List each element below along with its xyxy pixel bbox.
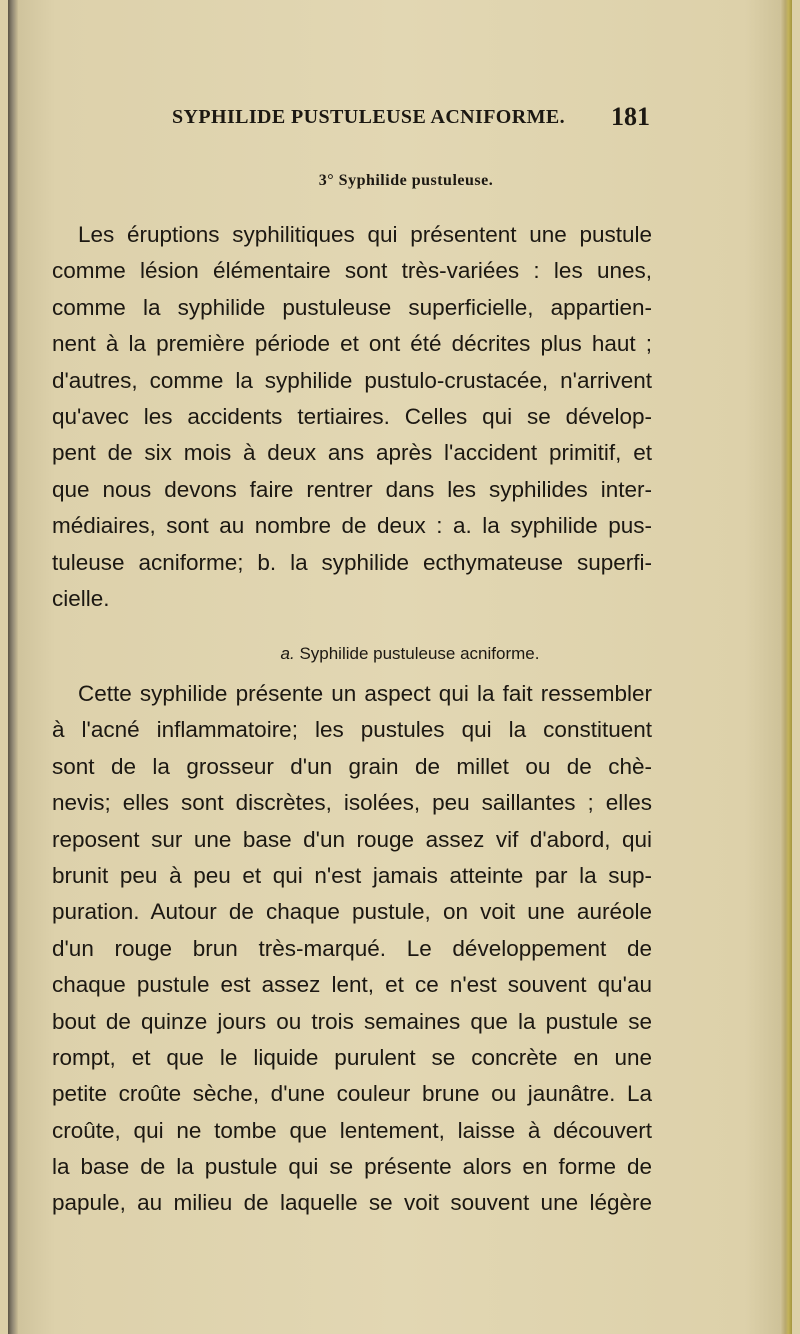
text-line: la base de la pustule qui se présente alors en forme de xyxy=(52,1154,652,1180)
sub-heading-letter: a. xyxy=(280,644,295,663)
text-line: petite croûte sèche, d'une couleur brune ou jaunâtre. La xyxy=(52,1081,652,1107)
text-line: brunit peu à peu et qui n'est jamais atteinte par la sup- xyxy=(52,862,652,888)
text-line: comme la syphilide pustuleuse superficielle, appartien- xyxy=(52,294,652,320)
text-line: d'autres, comme la syphilide pustulo-crustacée, n'arrivent xyxy=(52,367,652,393)
text-line: rompt, et que le liquide purulent se concrète en une xyxy=(52,1044,652,1070)
text-line: Les éruptions syphilitiques qui présentent une pustule xyxy=(78,222,652,247)
text-line: croûte, qui ne tombe que lentement, laisse à découvert xyxy=(52,1117,652,1143)
text-line: qu'avec les accidents tertiaires. Celles qui se dévelop- xyxy=(52,403,652,429)
paragraph-1 xyxy=(52,217,652,617)
text-line: chaque pustule est assez lent, et ce n'est souvent qu'au xyxy=(52,972,652,998)
text-line: nevis; elles sont discrètes, isolées, peu saillantes ; elles xyxy=(52,790,652,816)
text-line: tuleuse acniforme; b. la syphilide ecthymateuse superfi- xyxy=(52,549,652,575)
text-line: médiaires, sont au nombre de deux : a. la syphilide pus- xyxy=(52,513,652,539)
running-head xyxy=(172,102,650,132)
text-line: nent à la première période et ont été décrites plus haut ; xyxy=(52,331,652,357)
text-line: cielle. xyxy=(52,585,110,611)
section-heading: 3° Syphilide pustuleuse. xyxy=(318,172,494,189)
text-line: Cette syphilide présente un aspect qui la fait ressembler xyxy=(78,681,652,706)
text-line: papule, au milieu de laquelle se voit souvent une légère xyxy=(52,1190,652,1216)
text-line: à l'acné inflammatoire; les pustules qui la constituent xyxy=(52,717,652,743)
text-line: sont de la grosseur d'un grain de millet ou de chè- xyxy=(52,753,652,779)
text-line: puration. Autour de chaque pustule, on voit une auréole xyxy=(52,899,652,925)
page-binding-shadow xyxy=(8,0,18,1334)
text-line: comme lésion élémentaire sont très-variées : les unes, xyxy=(52,258,652,284)
paragraph-2 xyxy=(52,676,652,1222)
text-line: que nous devons faire rentrer dans les syphilides inter- xyxy=(52,476,652,502)
text-line: reposent sur une base d'un rouge assez vif d'abord, qui xyxy=(52,826,652,852)
text-line: bout de quinze jours ou trois semaines que la pustule se xyxy=(52,1008,652,1034)
text-line: pent de six mois à deux ans après l'accident primitif, et xyxy=(52,440,652,466)
running-head-title: SYPHILIDE PUSTULEUSE ACNIFORME. xyxy=(172,106,566,128)
sub-heading-title: Syphilide pustuleuse acniforme. xyxy=(299,644,540,663)
sub-heading xyxy=(0,644,800,664)
page-edge xyxy=(780,0,792,1334)
page-number: 181 xyxy=(611,102,650,131)
text-line: d'un rouge brun très-marqué. Le développement de xyxy=(52,935,652,961)
